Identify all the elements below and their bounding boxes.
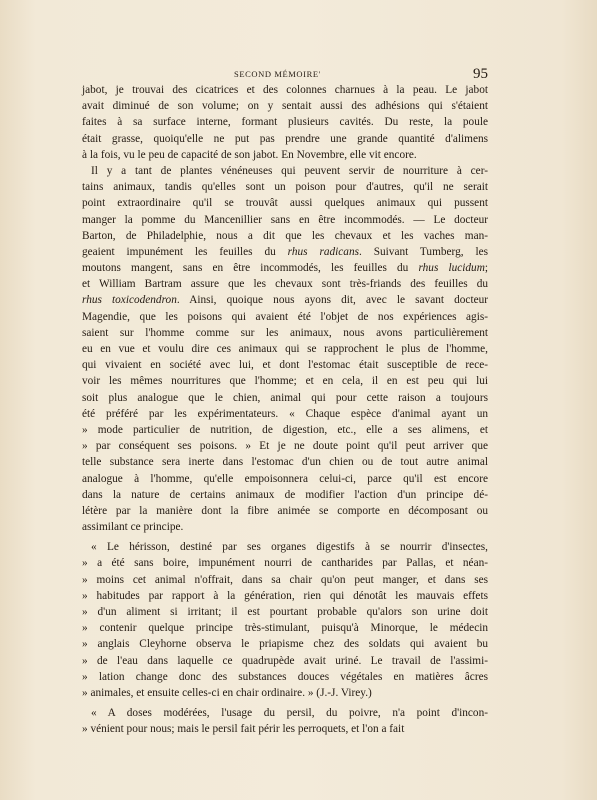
- text-line: » de l'eau dans laquelle ce quadrupède avait uriné. Le travail de l'assimi-: [82, 654, 488, 667]
- text-line: « A doses modérées, l'usage du persil, du poivre, n'a point d'incon-: [91, 707, 488, 720]
- text-line: tains animaux, tandis qu'elles sont un poison pour d'autres, qu'il ne serait: [82, 181, 488, 194]
- text-line: létère par la manière dont la fibre animée se comporte en décomposant ou: [82, 504, 488, 517]
- page-body: [82, 82, 488, 738]
- text-line: Il y a tant de plantes vénéneuses qui peuvent servir de nourriture à cer-: [91, 164, 488, 177]
- paragraph: [82, 705, 488, 737]
- text-line: « Le hérisson, destiné par ses organes digestifs à se nourrir d'insectes,: [91, 541, 488, 554]
- text-line: été préféré par les expérimentateurs. « Chaque espèce d'animal ayant un: [82, 407, 488, 420]
- text-line: » animales, et ensuite celles-ci en chair ordinaire. » (J.-J. Virey.): [82, 686, 372, 699]
- text-line: » mode particulier de nutrition, de digestion, etc., elle a ses alimens, et: [82, 423, 488, 436]
- text-line: avait diminué de son volume; on y sentait aussi des adhésions qui s'étaient: [82, 100, 488, 113]
- running-title: SECOND MÉMOIRE': [234, 69, 321, 79]
- text-line: geaient impunément les feuilles du rhus radicans. Suivant Tumberg, les: [82, 245, 489, 258]
- text-line: telle substance sera inerte dans l'estomac d'un chien ou de tout autre animal: [82, 456, 488, 469]
- text-line: jabot, je trouvai des cicatrices et des colonnes charnues à la peau. Le jabot: [82, 84, 488, 96]
- paragraph: [82, 539, 488, 701]
- paragraph: [82, 163, 488, 535]
- text-line: rhus toxicodendron. Ainsi, quoique nous ayons dit, avec le savant docteur: [82, 294, 489, 307]
- text-line: » anglais Cleyhorne observa le priapisme chez des soldats qui avaient bu: [82, 638, 488, 651]
- text-line: manger la pomme du Mancenillier sans en être incommodés. — Le docteur: [82, 213, 488, 226]
- text-line: qui vivaient en société avec lui, et dont l'estomac était susceptible de rece-: [82, 359, 488, 372]
- text-line: et William Bartram assure que les chevaux sont très-friands des feuilles du: [82, 278, 488, 291]
- text-line: analogue à l'homme, qu'elle empoisonnera celui-ci, parce qu'il est encore: [82, 472, 488, 485]
- text-line: » par conséquent ses poisons. » Et je ne doute point qu'il peut arriver que: [82, 440, 488, 453]
- text-line: saient sur l'homme comme sur les animaux, nous avons particulièrement: [82, 326, 488, 339]
- text-line: » contenir quelque principe très-stimulant, puisqu'à Minorque, le médecin: [82, 622, 488, 635]
- text-line: » moins cet animal n'offrait, dans sa chair qu'on peut manger, et dans ses: [82, 573, 488, 586]
- text-line: dans la nature de certains animaux de modifier l'action d'un principe dé-: [82, 488, 488, 501]
- text-line: » a été sans boire, impunément nourri de cantharides par Pallas, et néan-: [82, 557, 488, 570]
- text-line: » habitudes par rapport à la génération, rien qui dénotât les mauvais effets: [82, 589, 488, 602]
- text-line: » vénient pour nous; mais le persil fait périr les perroquets, et l'on a fait: [82, 723, 405, 736]
- text-line: » d'un aliment si irritant; il est pourtant probable qu'alors son urine doit: [82, 606, 488, 618]
- text-line: Magendie, que les poisons qui avaient été l'objet de nos expériences agis-: [82, 310, 488, 323]
- text-line: point extraordinaire qu'il se trouvât aussi quelques animaux qui pussent: [82, 197, 488, 210]
- text-line: faites à sa surface interne, formant plusieurs cavités. Du reste, la poule: [82, 116, 488, 129]
- text-line: moutons mangent, sans en être incommodés, les feuilles du rhus lucidum;: [82, 262, 488, 275]
- text-line: assimilant ce principe.: [82, 521, 184, 534]
- page-number: 95: [473, 66, 488, 82]
- text-line: soit plus analogue que le chien, animal qui pour cette raison a toujours: [82, 391, 488, 404]
- text-line: » lation change donc des substances douces végétales en matières âcres: [82, 670, 488, 683]
- text-line: Barton, de Philadelphie, nous a dit que les chevaux et les vaches man-: [82, 229, 488, 242]
- text-line: eu en vue et voulu dire ces animaux qui se rapprochent le plus de l'homme,: [82, 343, 488, 355]
- text-line: voir les mêmes nourritures que l'homme; et en cela, il en est peu qui lui: [82, 375, 488, 388]
- text-line: à la fois, vu le peu de capacité de son jabot. En Novembre, elle vit encore.: [82, 148, 417, 161]
- text-line: était grasse, quoiqu'elle ne put pas prendre une grande quantité d'alimens: [82, 132, 488, 145]
- paragraph: [82, 82, 488, 163]
